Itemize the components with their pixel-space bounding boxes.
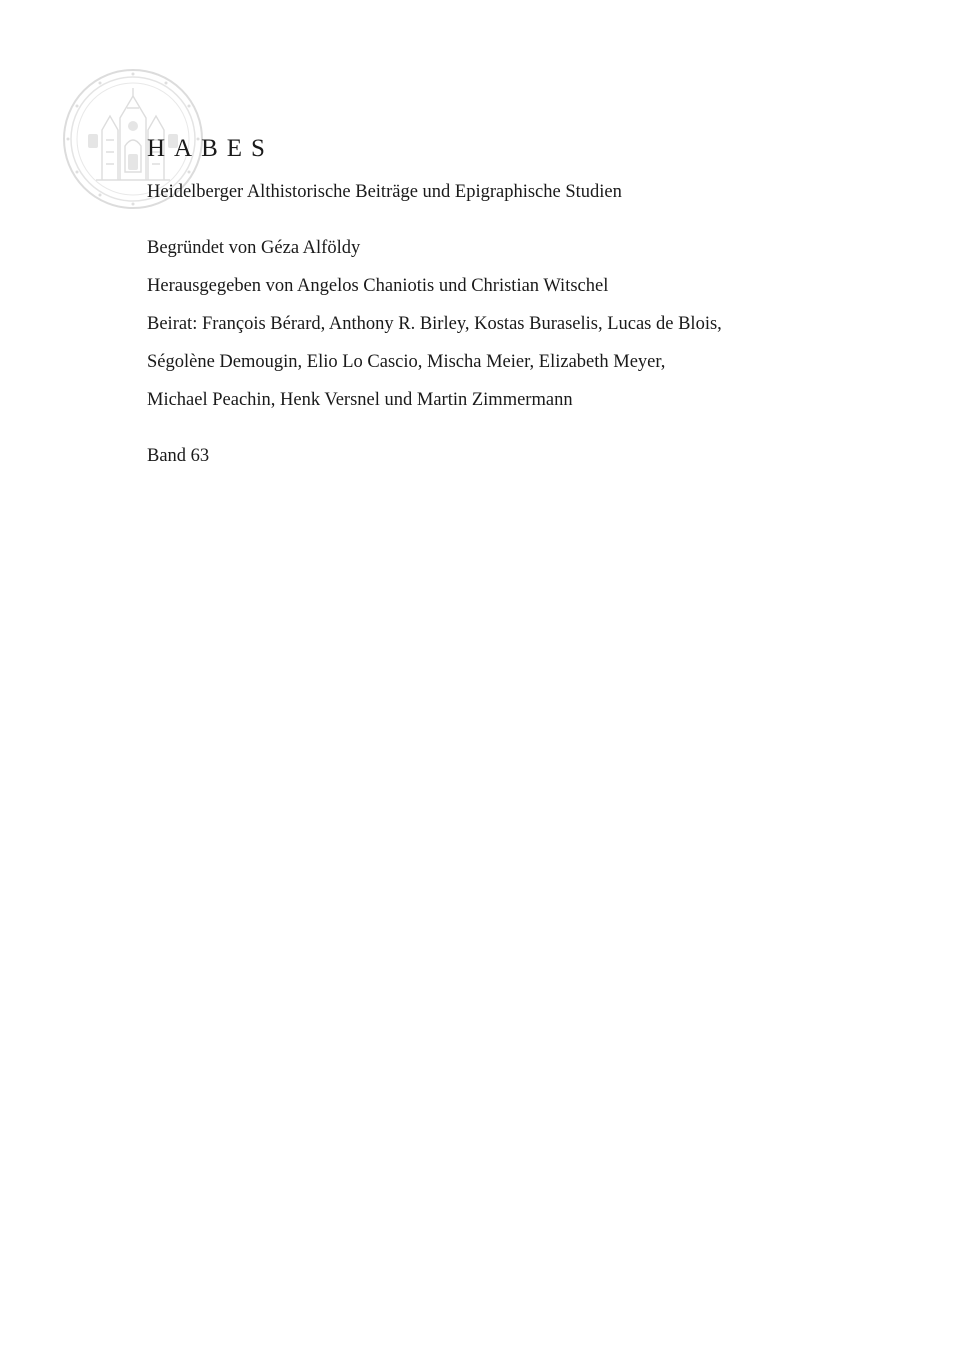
editorial-credits <box>147 237 722 427</box>
volume-number: Band 63 <box>147 446 210 466</box>
advisory-board-line: Ségolène Demougin, Elio Lo Cascio, Mischa Meier, Elizabeth Meyer, <box>147 352 666 372</box>
founder-line: Begründet von Géza Alföldy <box>147 238 361 258</box>
editors-line: Herausgegeben von Angelos Chaniotis und Christian Witschel <box>147 276 609 296</box>
series-subtitle: Heidelberger Althistorische Beiträge und Epigraphische Studien <box>147 182 622 202</box>
series-title: HABES <box>147 135 274 162</box>
advisory-board-line: Michael Peachin, Henk Versnel und Martin Zimmermann <box>147 390 573 410</box>
advisory-board-line: Beirat: François Bérard, Anthony R. Birley, Kostas Buraselis, Lucas de Blois, <box>147 314 722 334</box>
